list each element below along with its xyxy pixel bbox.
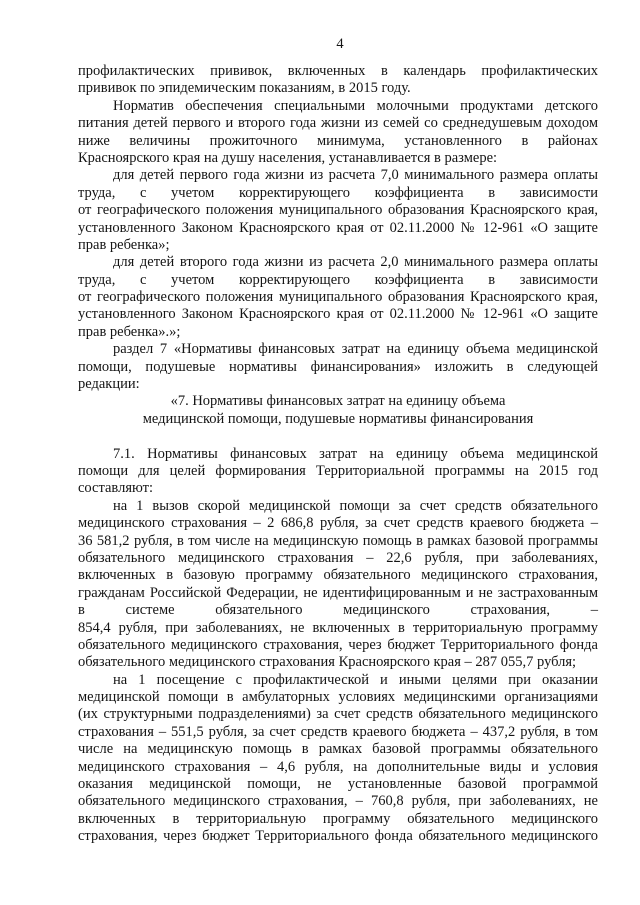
text-line: медицинского страхования – 4,6 рубля, на дополнительные виды и условия bbox=[78, 758, 598, 775]
text-line: медицинского страхования – 2 686,8 рубля, за счет средств краевого бюджета – bbox=[78, 515, 598, 532]
paragraph bbox=[78, 98, 598, 168]
text-line: гражданам Российской Федерации, не идентифицированным и не застрахованным bbox=[78, 584, 598, 601]
paragraph bbox=[78, 63, 598, 98]
text-line: питания детей первого и второго года жизни из семей со среднедушевым доходом bbox=[78, 115, 598, 132]
heading-line: медицинской помощи, подушевые нормативы финансирования bbox=[142, 410, 534, 427]
text-line: (их структурными подразделениями) за счет средств обязательного медицинского bbox=[78, 706, 598, 723]
text-line: помощи для целей формирования Территориальной программы на 2015 год bbox=[78, 462, 598, 479]
text-line: Норматив обеспечения специальными молочными продуктами детского bbox=[113, 97, 598, 114]
text-line: обязательного медицинского страхования, через бюджет Территориального фонда bbox=[78, 636, 598, 653]
text-line: раздел 7 «Нормативы финансовых затрат на единицу объема медицинской bbox=[113, 341, 598, 358]
page-number: 4 bbox=[336, 36, 344, 52]
text-line: для детей первого года жизни из расчета 7,0 минимального размера оплаты bbox=[113, 167, 598, 184]
text-line: медицинской помощи в амбулаторных условиях медицинскими организациями bbox=[78, 689, 598, 706]
text-line: установленного Законом Красноярского края от 02.11.2000 № 12-961 «О защите bbox=[78, 219, 598, 236]
text-line: страхования, через бюджет Территориального фонда обязательного медицинского bbox=[78, 828, 598, 845]
paragraph bbox=[78, 341, 598, 393]
blank-line bbox=[78, 428, 598, 445]
text-line: Красноярского края на душу населения, устанавливается в размере: bbox=[78, 149, 498, 166]
text-line: ниже величины прожиточного минимума, установленного в районах bbox=[78, 132, 598, 149]
text-line: на 1 посещение с профилактической и иными целями при оказании bbox=[113, 671, 598, 688]
text-line: обязательного медицинского страхования, – 760,8 рубля, при заболеваниях, не bbox=[78, 793, 598, 810]
text-line: прав ребенка»; bbox=[78, 236, 170, 253]
text-line: редакции: bbox=[78, 376, 140, 393]
text-line: страхования – 551,5 рубля, за счет средств краевого бюджета – 437,2 рубля, в том bbox=[78, 723, 598, 740]
text-line: включенных в территориальную программу обязательного медицинского bbox=[78, 810, 598, 827]
paragraph bbox=[78, 167, 598, 254]
paragraph bbox=[78, 498, 598, 672]
text-line: для детей второго года жизни из расчета 2,0 минимального размера оплаты bbox=[113, 254, 598, 271]
text-line: установленного Законом Красноярского края от 02.11.2000 № 12-961 «О защите bbox=[78, 306, 598, 323]
text-line: 854,4 рубля, при заболеваниях, не включенных в территориальную программу bbox=[78, 619, 598, 636]
paragraph bbox=[78, 672, 598, 846]
text-line: труда, с учетом корректирующего коэффициента в зависимости bbox=[78, 184, 598, 201]
text-line: профилактических прививок, включенных в календарь профилактических bbox=[78, 63, 598, 79]
document-body bbox=[78, 63, 598, 846]
heading-line: «7. Нормативы финансовых затрат на единицу объема bbox=[170, 393, 506, 410]
text-line: 7.1. Нормативы финансовых затрат на единицу объема медицинской bbox=[113, 445, 598, 462]
text-line: прав ребенка».»; bbox=[78, 323, 181, 340]
text-line: от географического положения муниципального образования Красноярского края, bbox=[78, 202, 598, 219]
text-line: включенных в базовую программу обязательного медицинского страхования, bbox=[78, 567, 598, 584]
paragraph bbox=[78, 446, 598, 498]
text-line: обязательного медицинского страхования – 22,6 рубля, при заболеваниях, bbox=[78, 549, 598, 566]
text-line: составляют: bbox=[78, 480, 153, 497]
section-heading bbox=[78, 393, 598, 428]
paragraph bbox=[78, 254, 598, 341]
text-line: от географического положения муниципального образования Красноярского края, bbox=[78, 289, 598, 306]
text-line: 36 581,2 рубля, в том числе на медицинскую помощь в рамках базовой программы bbox=[78, 532, 598, 549]
text-line: помощи, подушевые нормативы финансирования» изложить в следующей bbox=[78, 358, 598, 375]
text-line: обязательного медицинского страхования Красноярского края – 287 055,7 рубля; bbox=[78, 654, 577, 671]
text-line: на 1 вызов скорой медицинской помощи за счет средств обязательного bbox=[113, 497, 598, 514]
text-line: в системе обязательного медицинского страхования, – bbox=[78, 602, 598, 619]
text-line: прививок по эпидемическим показаниям, в 2015 году. bbox=[78, 80, 411, 97]
text-line: числе на медицинскую помощь в рамках базовой программы обязательного bbox=[78, 741, 598, 758]
text-line: оказания медицинской помощи, не установленные базовой программой bbox=[78, 776, 598, 793]
text-line: труда, с учетом корректирующего коэффициента в зависимости bbox=[78, 271, 598, 288]
